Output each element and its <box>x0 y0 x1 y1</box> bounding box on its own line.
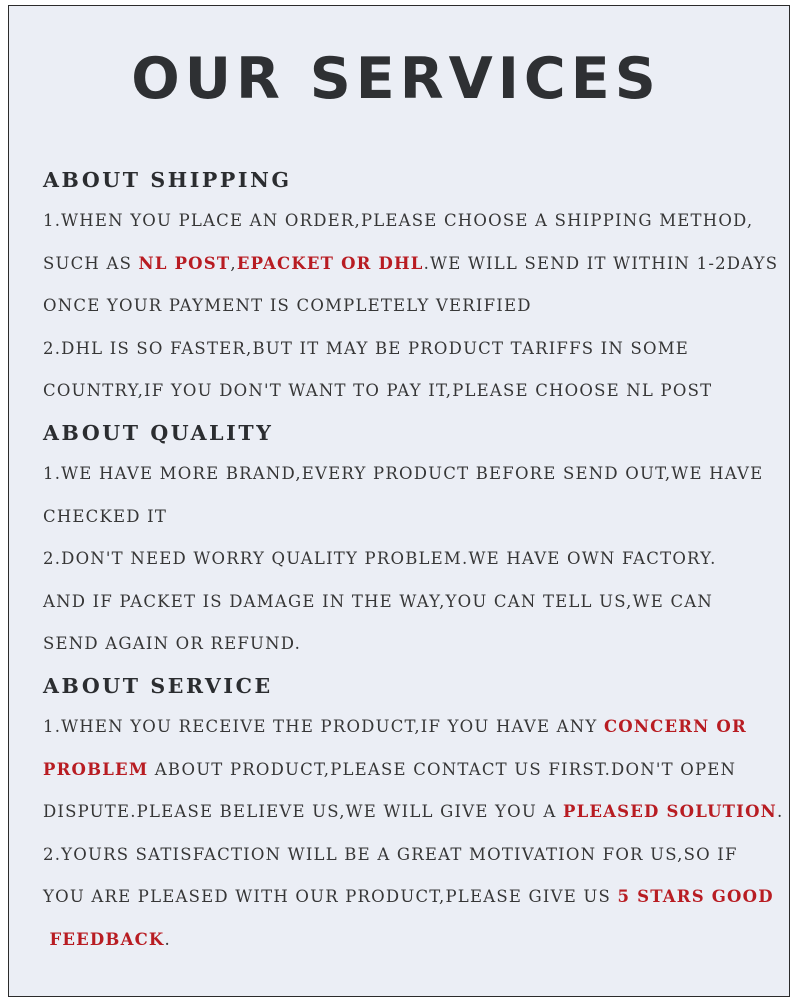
shipping-heading: ABOUT SHIPPING <box>43 168 292 192</box>
service-line-5 <box>43 876 787 919</box>
service-line-4: 2.YOURS SATISFACTION WILL BE A GREAT MOTIVATION FOR US,SO IF <box>43 844 738 864</box>
highlight-concern: CONCERN OR <box>603 716 747 736</box>
service-line-6 <box>43 919 787 962</box>
service-line-2-text: ABOUT PRODUCT,PLEASE CONTACT US FIRST.DON'T OPEN <box>148 759 737 779</box>
shipping-line-2-comma: , <box>230 253 237 273</box>
quality-line-2: CHECKED IT <box>43 506 168 526</box>
highlight-problem: PROBLEM <box>43 759 149 779</box>
service-line-3 <box>43 791 787 834</box>
quality-line-3: 2.DON'T NEED WORRY QUALITY PROBLEM.WE HAVE OWN FACTORY. <box>43 549 717 569</box>
service-line-2 <box>43 749 787 792</box>
highlight-pleased-solution: PLEASED SOLUTION <box>562 802 777 822</box>
service-line-5-text: YOU ARE PLEASED WITH OUR PRODUCT,PLEASE GIVE US <box>43 887 618 907</box>
shipping-line-4: 2.DHL IS SO FASTER,BUT IT MAY BE PRODUCT TARIFFS IN SOME <box>43 338 690 358</box>
service-line-1 <box>43 706 787 749</box>
service-line-3-period: . <box>776 802 784 822</box>
service-line-3-text: DISPUTE.PLEASE BELIEVE US,WE WILL GIVE YOU A <box>43 802 563 822</box>
services-content <box>43 160 787 962</box>
shipping-line-1: 1.WHEN YOU PLACE AN ORDER,PLEASE CHOOSE A SHIPPING METHOD, <box>43 211 754 230</box>
shipping-line-2-text: SUCH AS <box>43 253 139 273</box>
quality-line-4: AND IF PACKET IS DAMAGE IN THE WAY,YOU CAN TELL US,WE CAN <box>43 591 714 611</box>
shipping-line-5: COUNTRY,IF YOU DON'T WANT TO PAY IT,PLEASE CHOOSE NL POST <box>43 381 713 401</box>
highlight-nl-post: NL POST <box>138 253 231 273</box>
highlight-feedback: FEEDBACK <box>49 929 165 949</box>
service-line-6-period: . <box>164 929 171 949</box>
quality-line-5: SEND AGAIN OR REFUND. <box>43 634 302 654</box>
page-title: OUR SERVICES <box>131 46 661 112</box>
service-heading: ABOUT SERVICE <box>43 673 273 698</box>
shipping-line-2-rest: .WE WILL SEND IT WITHIN 1-2DAYS <box>423 253 779 273</box>
highlight-epacket-dhl: EPACKET OR DHL <box>236 253 424 273</box>
highlight-five-stars: 5 STARS GOOD <box>617 887 774 907</box>
services-card <box>8 5 790 997</box>
quality-line-1: 1.WE HAVE MORE BRAND,EVERY PRODUCT BEFORE SEND OUT,WE HAVE <box>43 463 764 483</box>
shipping-line-2 <box>43 243 787 286</box>
quality-heading: ABOUT QUALITY <box>43 420 274 445</box>
shipping-line-3: ONCE YOUR PAYMENT IS COMPLETELY VERIFIED <box>43 296 532 316</box>
service-line-1-text: 1.WHEN YOU RECEIVE THE PRODUCT,IF YOU HAVE ANY <box>43 716 604 736</box>
